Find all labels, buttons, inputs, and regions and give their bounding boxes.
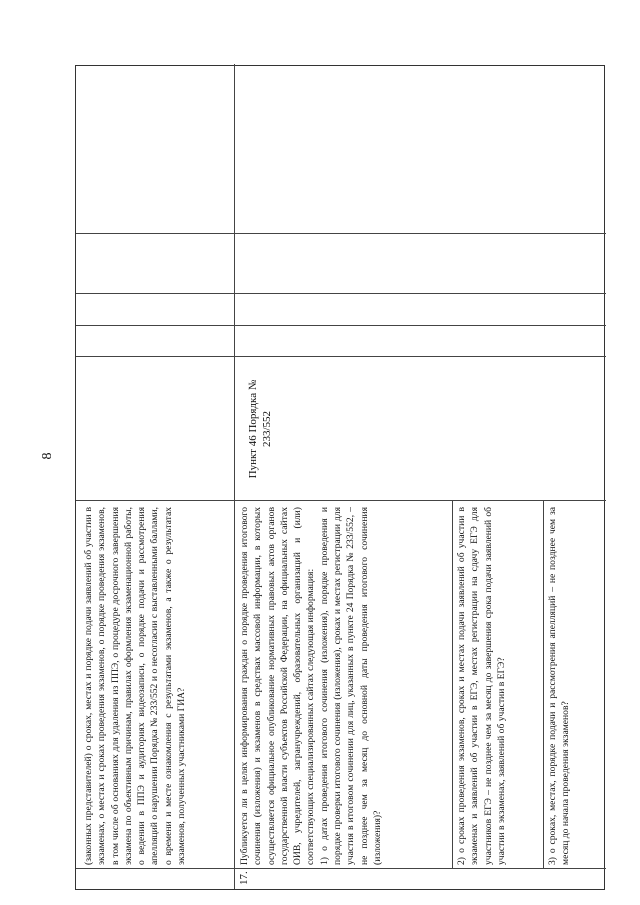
row-17-item-1: 1) о датах проведения итогового сочинения (изложения), порядке проведения и порядке проверки итогового сочинения (изложения), сроках и местах регистрации для участия в итоговом сочинении для лиц, указанных в пункте 24 Порядка № 233/552, – не позднее чем за месяц до основной даты проведения итогового сочинения (изложения)?	[318, 507, 383, 865]
table-landscape	[75, 65, 605, 890]
col-divider-na	[76, 233, 606, 234]
col-divider-no	[76, 293, 606, 294]
requirements-table	[75, 65, 605, 890]
row-17-item-2: 2) о сроках проведения экзаменов, сроках и местах подачи заявлений об участии в экзаменах и заявлений об участии в ЕГЭ, местах регистрации на сдачу ЕГЭ для участников ЕГЭ – не позднее чем за месяц до завершения срока подачи заявлений об участии в экзаменах, заявлений об участии в ЕГЭ?	[456, 507, 507, 865]
col-divider-reference	[76, 356, 606, 357]
row-divider-item2	[452, 501, 453, 869]
row-17-question-intro: Публикуется ли в целях информирования граждан о порядке проведения итогового сочинения (изложения) и экзаменов в средствах массовой информации, в которых осуществляется официальное опубликование нормативных правовых актов органов государственной власти субъектов Российской Федерации, на официальных сайтах ОИВ, учредителей, загранучреждений, образовательных организаций и (или) соответствующих специализированных сайтах следующая информация:	[239, 507, 317, 865]
row-17-question	[238, 507, 450, 865]
rotated-table-sheet	[75, 65, 605, 890]
row-prev-text: (законных представителей) о сроках, местах и порядке подачи заявлений об участии в экзаменах, о местах и сроках проведения экзаменов, о порядке проведения экзаменов, в том числе об основаниях для удаления из ППЭ, о процедуре досрочного завершения экзамена по объективным причинам, правилах оформления экзаменационной работы, о ведении в ППЭ и аудиториях видеозаписи, о порядке подачи и рассмотрения апелляций о нарушении Порядка № 233/552 и о несогласии с выставленными баллами, о времени и месте ознакомления с результатами экзаменов, а также о результатах экзаменов, полученных участниками ГИА?	[83, 507, 188, 865]
page-number: 8	[40, 452, 55, 460]
row-17-number: 17.	[238, 871, 250, 885]
col-divider-question	[76, 500, 606, 501]
row-divider-17	[234, 64, 235, 889]
row-divider-item3	[543, 501, 544, 869]
row-17-item-3: 3) о сроках, местах, порядке подачи и рассмотрения апелляций – не позднее чем за месяц до начала проведения экзаменов?	[547, 507, 572, 865]
col-divider-number	[76, 868, 606, 869]
col-divider-yes	[76, 325, 606, 326]
row-17-reference: Пункт 46 Порядка № 233/552	[247, 379, 273, 479]
